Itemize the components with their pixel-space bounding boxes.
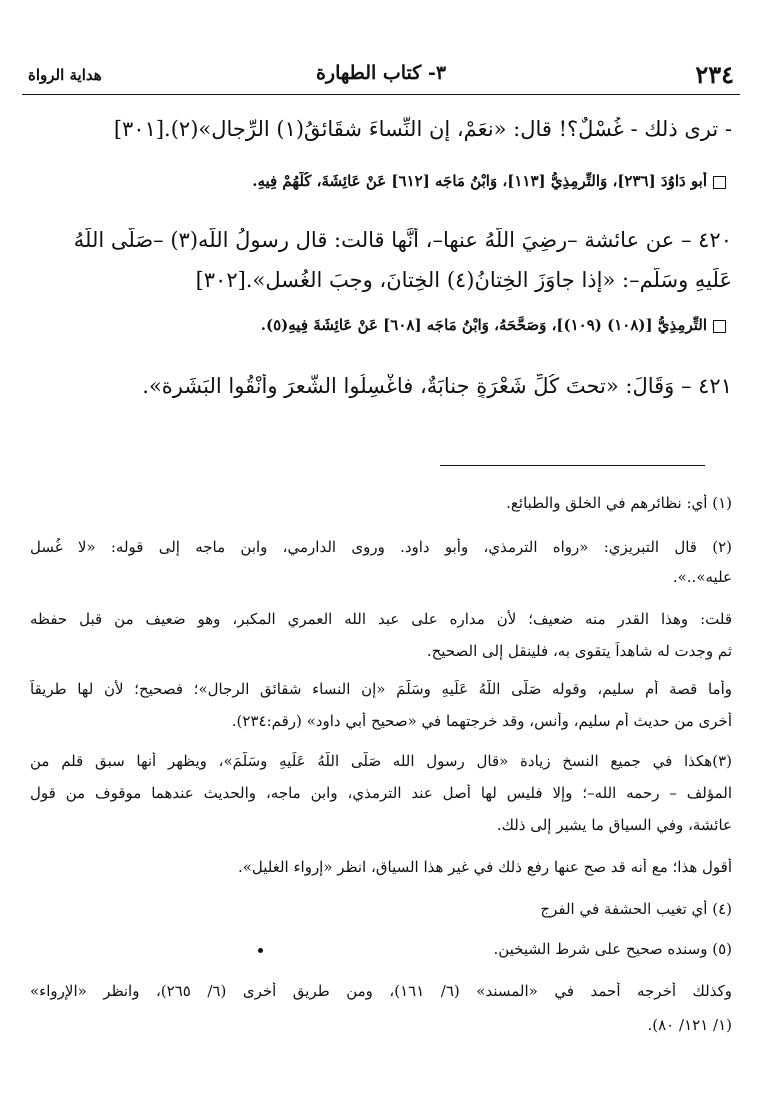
footnote-3-line-3: عائشة، وفي السياق ما يشير إلى ذلك. [496, 816, 732, 834]
footnote-2-line-6: أخرى من حديث أم سليم، وأنس، وقد خرجتهما في «صحيح أبي داود» (رقم:٢٣٤). [231, 712, 732, 730]
footnote-3-line-4: أقول هذا؛ مع أنه قد صح عنها رفع ذلك في غير هذا السياق، انظر «إرواء الغليل». [237, 858, 732, 876]
footnote-divider [440, 465, 705, 466]
hadith-continuation: - ترى ذلك - غُسْلٌ؟! قال: «نعَمْ، إن النِّساءَ شقَائقُ(١) الرِّجال»(٢).[٣٠١] [113, 117, 732, 141]
footnote-1: (١) أي: نظائرهم في الخلق والطبائع. [506, 494, 732, 512]
book-title: هداية الرواة [28, 66, 102, 84]
square-bullet-icon [713, 320, 726, 333]
footnote-5-line-2: وكذلك أخرجه أحمد في «المسند» (٦/ ١٦١)، ومن طريق أخرى (٦/ ٢٦٥)، وانظر «الإرواء» [30, 982, 732, 1000]
hadith-421: ٤٢١ – وَقَالَ: «تحتَ كُلِّ شَعْرَةٍ جنابَةٌ، فاغْسِلُوا الشَّعرَ وأَنْقُوا البَشَرة». [142, 374, 732, 398]
footnote-3-line-2: المؤلف – رحمه الله–؛ وإلا فليس لها أصل عند الترمذي، وابن ماجه، والحديث عندهما موقوف من قول [30, 784, 732, 802]
footnote-5-line-1: (٥) وسنده صحيح على شرط الشيخين. [493, 940, 732, 958]
page-number: ٢٣٤ [695, 60, 734, 89]
footnote-4: (٤) أي تغيب الحشفة في الفرج [540, 900, 732, 918]
footnote-5-line-3: (١/ ١٢١/ ٨٠). [647, 1016, 732, 1034]
hadith-420-line-2: عَلَيهِ وسَلَّم–: «إذا جاوَزَ الخِتانُ(٤) الخِتانَ، وجبَ الغُسل».[٣٠٢] [195, 268, 732, 292]
takhrij-2 [30, 316, 726, 334]
takhrij-2-text: التِّرمِذِيُّ [(١٠٨) (١٠٩)]، وَصَحَّحَهُ، وَابْنُ مَاجَه [٦٠٨] عَنْ عَائِشَةَ فِيهِ(٥). [260, 316, 707, 334]
takhrij-1 [30, 172, 726, 190]
chapter-title: ٣- كتاب الطهارة [315, 62, 447, 84]
footnote-2-line-3: قلت: وهذا القدر منه ضعيف؛ لأن مداره على عبد الله العمري المكبر، وهو ضعيف من قبل حفظه [30, 610, 732, 628]
takhrij-1-text: أبو دَاوُدَ [٢٣٦]، وَالتِّرمِذِيُّ [١١٣]، وَابْنُ مَاجَه [٦١٢] عَنْ عَائِشَةَ، كُلُّهُمْ فِيهِ. [252, 172, 707, 190]
square-bullet-icon [713, 176, 726, 189]
footnote-2-line-1: (٢) قال التبريزي: «رواه الترمذي، وأبو داود. وروى الدارمي، وابن ماجه إلى قوله: «لا غُسل [30, 538, 732, 556]
footnote-2-line-5: وأما قصة أم سليم، وقوله صَلَّى اللَّهُ عَلَيهِ وسَلَّمَ «إن النساء شقائق الرجال»؛ فصحيح؛ لأن لها طريقاً [30, 680, 732, 698]
running-header [22, 58, 740, 95]
footnote-2-line-4: ثم وجدت له شاهداً يتقوى به، فلينقل إلى الصحيح. [426, 642, 732, 660]
bullet-dot-icon [258, 948, 263, 953]
footnote-2-line-2: عليه»..». [672, 568, 732, 586]
footnote-3-line-1: (٣)هكذا في جميع النسخ زيادة «قال رسول الله صَلَّى اللَّهُ عَلَيهِ وسَلَّمَ»، ويظهر أنها سبق قلم من [30, 752, 732, 770]
hadith-420-line-1: ٤٢٠ – عن عائشة –رضِيَ اللَّهُ عنها–، أنَّها قالت: قال رسولُ اللَّه(٣) –صَلَّى اللَّهُ [73, 228, 732, 252]
